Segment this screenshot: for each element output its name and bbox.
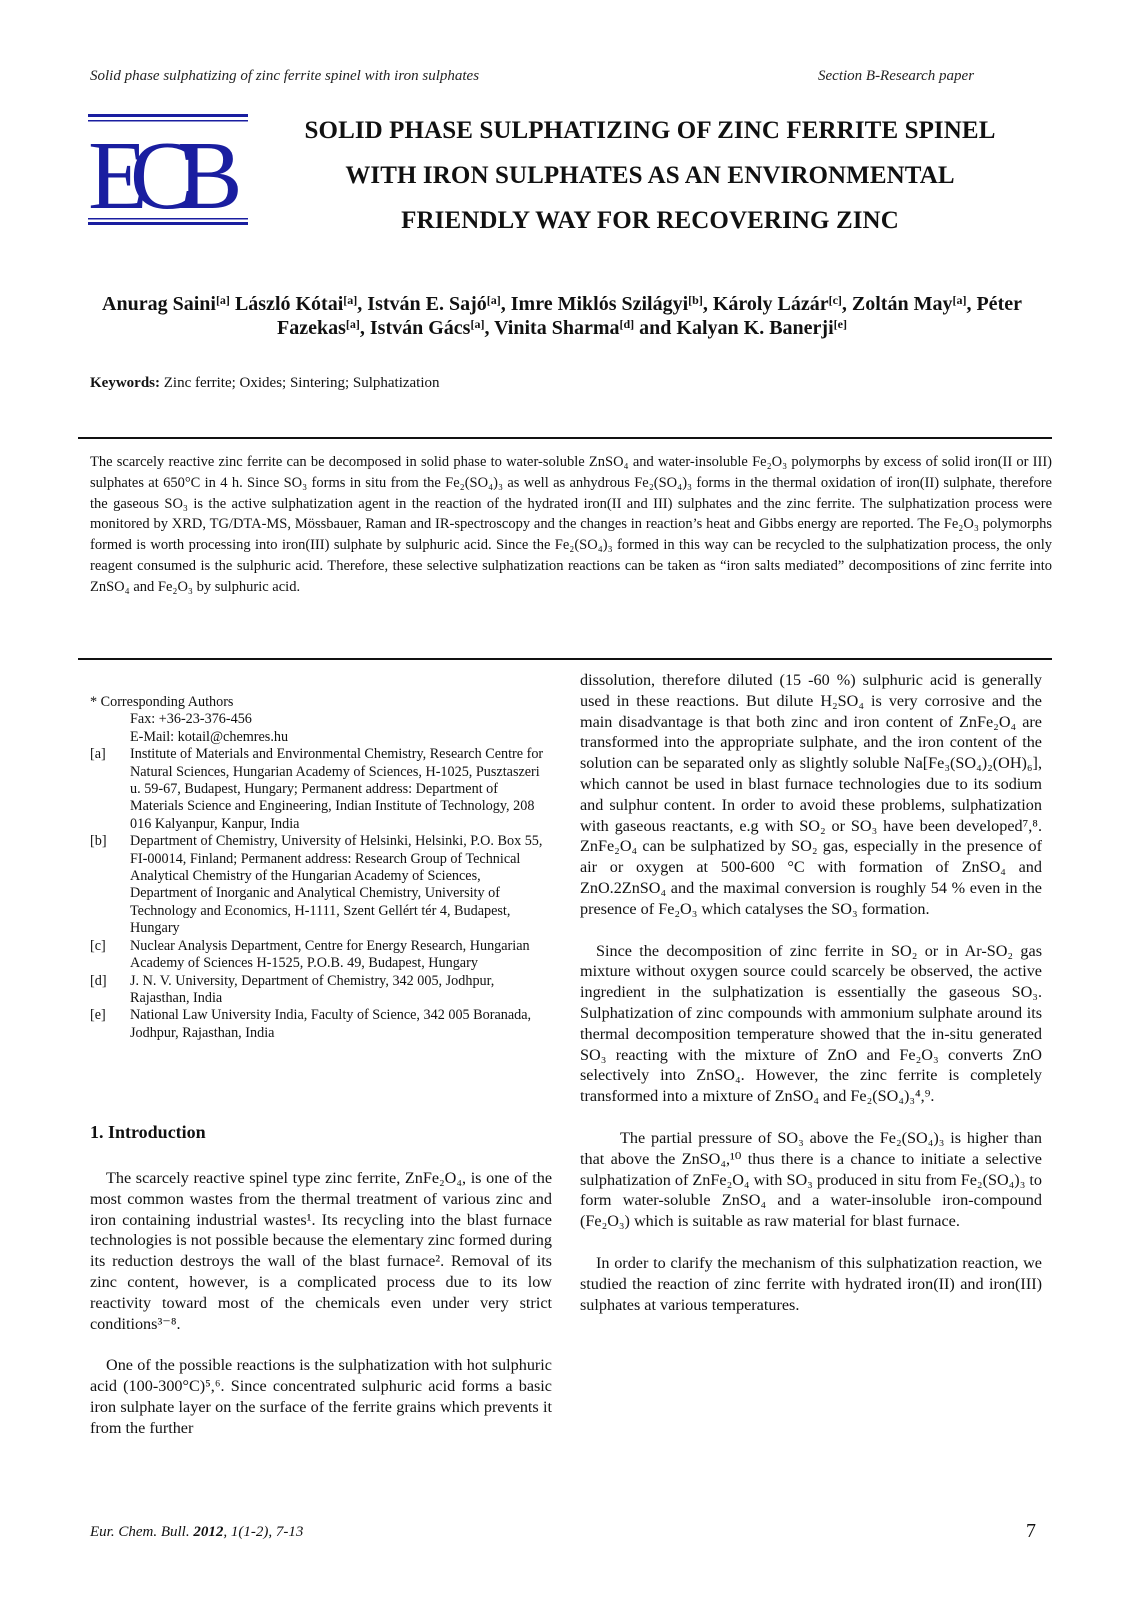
paper-title [270, 108, 1030, 243]
paragraph: The scarcely reactive spinel type zinc ferrite, ZnFe₂O₄, is one of the most common wastes from the thermal treatment of various zinc and iron containing industrial wastes¹. Its recycling into the blast furnace technologies is not possible because the elementary zinc formed during its reduction destroys the wall of the blast furnace². Removal of its zinc content, however, is a complicated process due to its low reactivity toward most of the chemicals even under very strict conditions³⁻⁸. [90, 1169, 552, 1333]
keywords [90, 375, 440, 392]
author: László Kótai[a], [234, 293, 368, 315]
left-column [90, 1168, 552, 1439]
affiliation: [c] Nuclear Analysis Department, Centre for Energy Research, Hungarian Academy of Sciences H-1525, P.O.B. 49, Budapest, Hungary [90, 937, 530, 972]
journal-citation: Eur. Chem. Bull. 2012, 1(1-2), 7-13 [90, 1524, 304, 1540]
paragraph: Since the decomposition of zinc ferrite in SO₂ or in Ar-SO₂ gas mixture without oxygen source could scarcely be observed, the active ingredient in the sulphatization is essentially the gaseous SO₃. Sulphatization of zinc compounds with ammonium sulphate around its thermal decomposition temperature showed that the in-situ generated SO₃ reacting with the mixture of ZnO and Fe₂O₃ converts ZnO selectively into ZnSO₄. However, the zinc ferrite is completely transformed into a mixture of ZnSO₄ and Fe₂(SO₄)₃⁴,⁹. [580, 941, 1042, 1106]
author: István Gács[a], [369, 317, 495, 339]
corresponding-title: * Corresponding Authors [90, 694, 234, 710]
title-line: FRIENDLY WAY FOR RECOVERING ZINC [401, 207, 899, 234]
section-heading: 1. Introduction [90, 1122, 206, 1142]
author: Zoltán May[a], [851, 293, 977, 315]
corresponding-fax: Fax: +36-23-376-456 [130, 711, 252, 728]
logo-text: ECB [88, 122, 225, 226]
affiliations-block [90, 694, 550, 1042]
author: Kalyan K. Banerji[e] [676, 317, 847, 339]
author: Anurag Saini[a] [102, 293, 230, 315]
author: István E. Sajó[a], [367, 293, 511, 315]
title-line: SOLID PHASE SULPHATIZING OF ZINC FERRITE SPINEL [304, 117, 996, 144]
paragraph: One of the possible reactions is the sulphatization with hot sulphuric acid (100-300°C)⁵,⁶. Since concentrated sulphuric acid forms a basic iron sulphate layer on the surface of the ferrite grains which prevents it from the further [90, 1356, 552, 1437]
page-number: 7 [1026, 1520, 1036, 1542]
author: Vinita Sharma[d] and [494, 317, 677, 339]
right-column [580, 670, 1042, 1315]
affiliation: [a] Institute of Materials and Environmental Chemistry, Research Centre for Natural Sciences, Hungarian Academy of Sciences, H-1025, Pusztaszeri u. 59-67, Budapest, Hungary; Permanent address: Department of Materials Science and Engineering, Indian Institute of Technology, 208 016 Kalyanpur, Kanpur, India [90, 746, 544, 832]
divider [78, 437, 1052, 439]
author: Péter Fazekas[a], [277, 293, 1022, 339]
author: Károly Lázár[c], [712, 293, 852, 315]
running-header-left: Solid phase sulphatizing of zinc ferrite spinel with iron sulphates [90, 68, 480, 84]
corresponding-email: E-Mail: kotail@chemres.hu [130, 728, 289, 745]
affiliation: [b] Department of Chemistry, University of Helsinki, Helsinki, P.O. Box 55, FI-00014, Finland; Permanent address: Research Group of Technical Analytical Chemistry of the Hungarian Academy of Sciences, Department of Inorganic and Analytical Chemistry, University of Technology and Economics, H-1111, Szent Gellért tér 4, Budapest, Hungary [90, 833, 543, 937]
affiliation: [e] National Law University India, Faculty of Science, 342 005 Boranada, Jodhpur, Rajasthan, India [90, 1007, 532, 1041]
paragraph: The partial pressure of SO₃ above the Fe₂(SO₄)₃ is higher than that above the ZnSO₄,¹⁰ thus there is a chance to initiate a selective sulphatization of ZnFe₂O₄ with SO₃ produced in situ from Fe₂(SO₄)₃ to form water-soluble ZnSO₄ and a water-insoluble iron-compound (Fe₂O₃) which is suitable as raw material for blast furnace. [580, 1128, 1042, 1231]
abstract: The scarcely reactive zinc ferrite can be decomposed in solid phase to water-soluble ZnSO₄ and water-insoluble Fe₂O₃ polymorphs by excess of solid iron(II or III) sulphates at 650°C in 4 h. Since SO₃ forms in situ from the Fe₂(SO₄)₃ as well as anhydrous Fe₂(SO₄)₃ forms in the thermal oxidation of iron(II) sulphate, therefore the gaseous SO₃ is the active sulphatization agent in the reaction of the hydrated iron(II and III) sulphates and the zinc ferrite. The sulphatization process were monitored by XRD, TG/DTA-MS, Mössbauer, Raman and IR-spectroscopy and the changes in reaction’s heat and Gibbs energy are reported. The Fe₂O₃ polymorphs formed is worth processing into iron(III) sulphate by sulphuric acid. Since the Fe₂(SO₄)₃ formed in this way can be recycled to the sulphatization process, the only reagent consumed is the sulphuric acid. Therefore, these selective sulphatization reactions can be taken as “iron salts mediated” decompositions of zinc ferrite into ZnSO₄ and Fe₂O₃ by sulphuric acid. [90, 454, 1052, 595]
author-list [90, 292, 1034, 340]
paragraph: dissolution, therefore diluted (15 -60 %) sulphuric acid is generally used in these reactions. But dilute H₂SO₄ is very corrosive and the main disadvantage is that both zinc and iron content of ZnFe₂O₄ are transformed into the appropriate sulphate, and the iron content of the solution can be separated only as slightly soluble Na[Fe₃(SO₄)₂(OH)₆], which cannot be used in blast furnace technologies due to its sodium and sulphur content. In order to avoid these problems, sulphatization with gaseous reactants, e.g with SO₂ or SO₃ have been developed⁷,⁸. ZnFe₂O₄ can be sulphatized by SO₂ gas, especially in the presence of air or oxygen at 500-600 °C with formation of ZnSO₄ and ZnO.2ZnSO₄ and the maximal conversion is roughly 54 % even in the presence of Fe₂O₃ which catalyses the SO₃ formation. [580, 671, 1042, 918]
keywords-value: Zinc ferrite; Oxides; Sintering; Sulphatization [163, 375, 440, 391]
journal-logo [88, 114, 252, 226]
divider [78, 658, 1052, 660]
affiliation: [d] J. N. V. University, Department of Chemistry, 342 005, Jodhpur, Rajasthan, India [90, 972, 495, 1006]
author: Imre Miklós Szilágyi[b], [510, 293, 713, 315]
paragraph: In order to clarify the mechanism of this sulphatization reaction, we studied the reaction of zinc ferrite with hydrated iron(II) and iron(III) sulphates at various temperatures. [580, 1253, 1042, 1314]
keywords-label: Keywords: [90, 375, 160, 391]
title-line: WITH IRON SULPHATES AS AN ENVIRONMENTAL [345, 162, 955, 189]
running-header-right: Section B-Research paper [818, 68, 975, 84]
